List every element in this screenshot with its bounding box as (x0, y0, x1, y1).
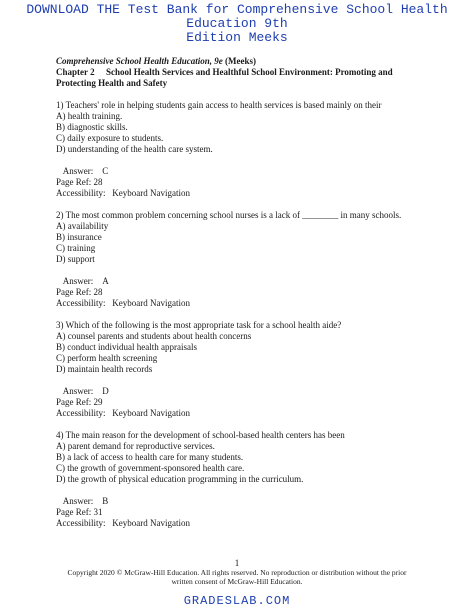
answer-option: D) understanding of the health care system. (56, 144, 213, 154)
accessibility-row-value: Keyboard Navigation (112, 518, 190, 528)
answer-row-value: B (102, 496, 109, 506)
answer-row-value: A (102, 276, 109, 286)
page-ref-row-label: Page Ref: (56, 287, 92, 297)
question-list (56, 100, 426, 529)
question-stem: 2) The most common problem concerning school nurses is a lack of ________ in many schools. (56, 210, 402, 220)
answer-row-label: Answer: (62, 166, 94, 176)
page-ref-row-label: Page Ref: (56, 397, 92, 407)
answer-option: A) health training. (56, 111, 123, 121)
question-stem: 3) Which of the following is the most appropriate task for a school health aide? (56, 320, 342, 330)
copyright-notice (36, 568, 438, 586)
banner-line-1: DOWNLOAD THE Test Bank for Comprehensive School Health Education 9th (26, 2, 448, 31)
page-ref-row-value: 29 (93, 397, 103, 407)
answer-option: A) parent demand for reproductive services. (56, 441, 215, 451)
answer-option: B) diagnostic skills. (56, 122, 128, 132)
question (56, 320, 426, 375)
answer-option: C) the growth of government-sponsored health care. (56, 463, 245, 473)
page-ref-row (56, 397, 426, 408)
question-stem: 1) Teachers' role in helping students gain access to health services is based mainly on their (56, 100, 382, 110)
question (56, 100, 426, 155)
question-block (56, 320, 426, 419)
answer-row (56, 496, 426, 507)
answer-key (56, 166, 426, 199)
accessibility-row-label: Accessibility: (56, 298, 106, 308)
footer-brand-link[interactable]: GRADESLAB.COM (183, 594, 291, 608)
answer-row-value: C (102, 166, 109, 176)
answer-row (56, 276, 426, 287)
question-block (56, 430, 426, 529)
book-author: (Meeks) (222, 56, 257, 66)
accessibility-row-label: Accessibility: (56, 408, 106, 418)
page-ref-row-value: 28 (93, 287, 103, 297)
answer-key (56, 276, 426, 309)
answer-row-label: Answer: (62, 496, 94, 506)
copyright-line-2: written consent of McGraw-Hill Education. (171, 577, 303, 586)
question-block (56, 210, 426, 309)
copyright-line-1: Copyright 2020 © McGraw-Hill Education. All rights reserved. No reproduction or distribution without the prior (67, 568, 407, 577)
answer-key (56, 496, 426, 529)
answer-row (56, 166, 426, 177)
book-title-line (56, 56, 426, 67)
accessibility-row-value: Keyboard Navigation (112, 408, 190, 418)
accessibility-row-label: Accessibility: (56, 188, 106, 198)
page-ref-row-label: Page Ref: (56, 177, 92, 187)
answer-option: D) maintain health records (56, 364, 153, 374)
answer-option: B) conduct individual health appraisals (56, 342, 197, 352)
page-number: 1 (234, 558, 240, 568)
accessibility-row (56, 298, 426, 309)
answer-option: D) the growth of physical education programming in the curriculum. (56, 474, 304, 484)
document-page (56, 56, 426, 529)
chapter-heading (56, 67, 426, 89)
answer-option: C) perform health screening (56, 353, 158, 363)
answer-option: C) training (56, 243, 96, 253)
question-stem: 4) The main reason for the development of school-based health centers has been (56, 430, 345, 440)
answer-key (56, 386, 426, 419)
question-block (56, 100, 426, 199)
accessibility-row (56, 188, 426, 199)
answer-option: D) support (56, 254, 95, 264)
accessibility-row (56, 518, 426, 529)
question (56, 430, 426, 485)
chapter-number: Chapter 2 (56, 67, 95, 77)
page-ref-row-value: 31 (93, 507, 103, 517)
chapter-title: School Health Services and Healthful School Environment: Promoting and Protecting Health and Safety (56, 67, 393, 88)
page-ref-row (56, 287, 426, 298)
book-title: Comprehensive School Health Education, 9e (56, 56, 223, 66)
page-ref-row-value: 28 (93, 177, 103, 187)
accessibility-row-value: Keyboard Navigation (112, 188, 190, 198)
question (56, 210, 426, 265)
answer-row-label: Answer: (62, 276, 94, 286)
answer-option: B) a lack of access to health care for many students. (56, 452, 244, 462)
page-ref-row-label: Page Ref: (56, 507, 92, 517)
accessibility-row (56, 408, 426, 419)
page-ref-row (56, 177, 426, 188)
answer-option: A) counsel parents and students about health concerns (56, 331, 252, 341)
answer-row-value: D (102, 386, 109, 396)
answer-row (56, 386, 426, 397)
answer-option: C) daily exposure to students. (56, 133, 164, 143)
page-ref-row (56, 507, 426, 518)
download-banner[interactable] (0, 3, 474, 45)
answer-option: B) insurance (56, 232, 102, 242)
accessibility-row-label: Accessibility: (56, 518, 106, 528)
answer-option: A) availability (56, 221, 109, 231)
banner-line-2: Edition Meeks (186, 30, 288, 45)
answer-row-label: Answer: (62, 386, 94, 396)
accessibility-row-value: Keyboard Navigation (112, 298, 190, 308)
